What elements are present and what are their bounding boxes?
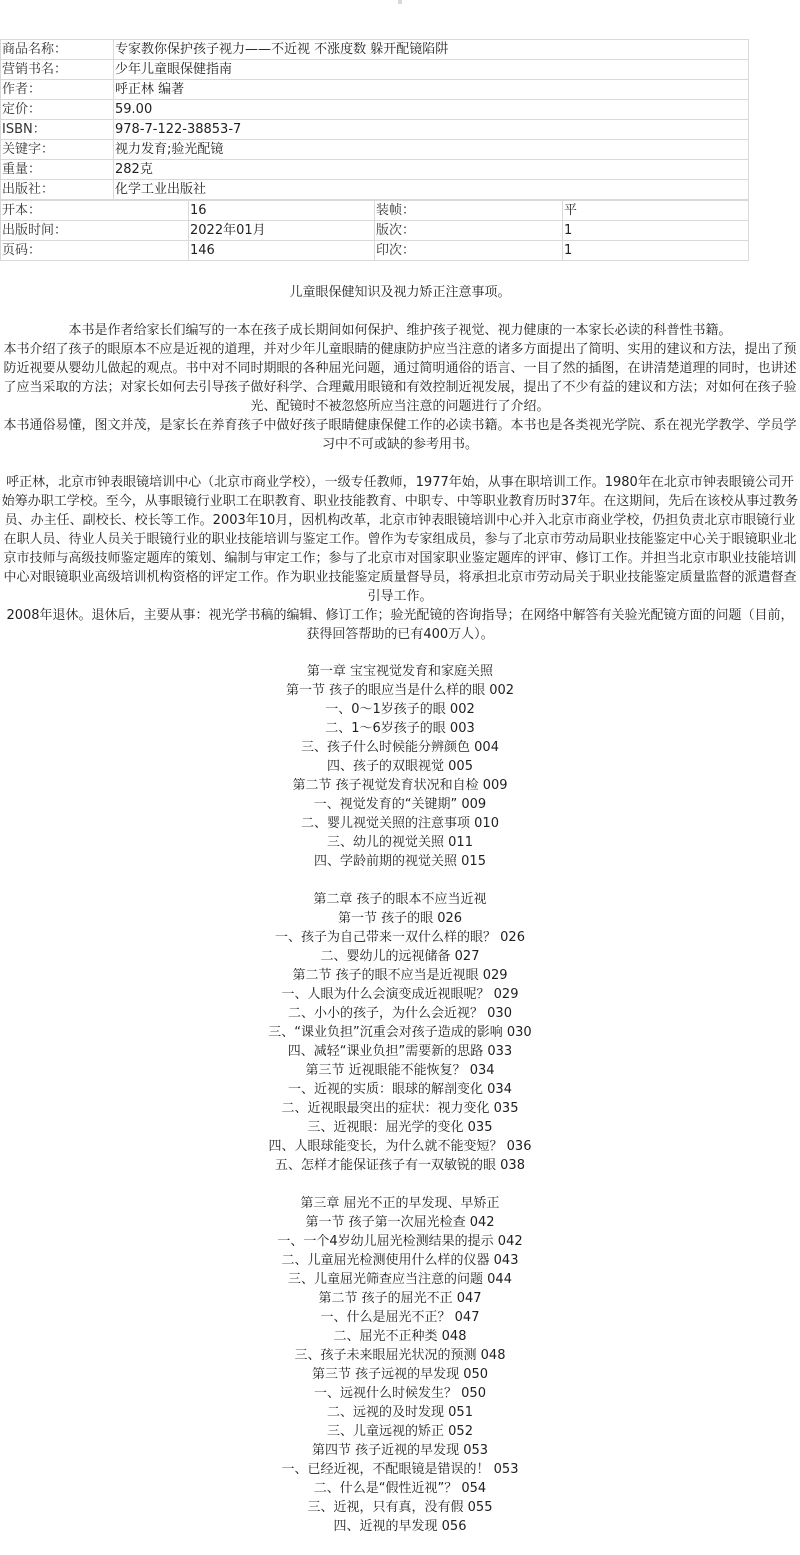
- toc-entry: 一、什么是屈光不正？ 047: [320, 1310, 480, 1325]
- toc-entry: 二、婴儿视觉关照的注意事项 010: [301, 816, 499, 831]
- toc-entry: 五、怎样才能保证孩子有一双敏锐的眼 038: [275, 1158, 525, 1173]
- author-paragraph: 2008年退休。退休后，主要从事：视光学书稿的编辑、修订工作；验光配镜的咨询指导；在网络中解答有关验光配镜方面的问题（目前，获得回答帮助的已有400万人）。: [6, 608, 794, 642]
- toc-entry: 第二节 孩子的屈光不正 047: [318, 1291, 482, 1306]
- info-value: 1: [563, 221, 749, 241]
- info-label: 商品名称：: [1, 40, 114, 60]
- toc-entry: 一、孩子为自己带来一双什么样的眼？ 026: [275, 930, 525, 945]
- info-value: 146: [189, 241, 375, 261]
- publish-info-row: [1, 241, 749, 261]
- toc-entry: 三、近视，只有真，没有假 055: [307, 1500, 493, 1515]
- toc-entry: 第二节 孩子视觉发育状况和自检 009: [292, 778, 508, 793]
- toc-entry: 三、近视眼：屈光学的变化 035: [307, 1120, 493, 1135]
- product-info-row: [1, 60, 749, 80]
- info-label: 营销书名：: [1, 60, 114, 80]
- toc-entry: 四、减轻“课业负担”需要新的思路 033: [287, 1044, 513, 1059]
- toc-entry: 第三节 孩子远视的早发现 050: [311, 1367, 489, 1382]
- product-info-row: [1, 80, 749, 100]
- info-value: 16: [189, 201, 375, 221]
- summary-heading-text: 儿童眼保健知识及视力矫正注意事项。: [289, 285, 511, 300]
- product-info-row: [1, 160, 749, 180]
- info-value: 少年儿童眼保健指南: [114, 60, 749, 80]
- intro-paragraph: 本书通俗易懂，图文并茂，是家长在养育孩子中做好孩子眼睛健康保健工作的必读书籍。本书也是各类视光学院、系在视光学教学、学员学习中不可或缺的参考用书。: [3, 418, 797, 452]
- info-label: ISBN：: [1, 120, 114, 140]
- author-bio: [0, 473, 800, 644]
- info-label: 出版社：: [1, 180, 114, 200]
- toc-entry: 一、近视的实质：眼球的解剖变化 034: [288, 1082, 512, 1097]
- info-value: 平: [563, 201, 749, 221]
- toc-entry: 三、儿童屈光筛查应当注意的问题 044: [288, 1272, 512, 1287]
- toc-entry: 四、人眼球能变长，为什么就不能变短？ 036: [268, 1139, 532, 1154]
- toc-entry: 三、“课业负担”沉重会对孩子造成的影响 030: [268, 1025, 532, 1040]
- toc-entry: 二、1～6岁孩子的眼 003: [325, 721, 475, 736]
- toc-entry: 二、小小的孩子，为什么会近视？ 030: [288, 1006, 512, 1021]
- summary-heading: [0, 283, 800, 302]
- toc-entry: 三、孩子未来眼屈光状况的预测 048: [294, 1348, 506, 1363]
- toc-entry: 一、人眼为什么会演变成近视眼呢？ 029: [281, 987, 519, 1002]
- author-paragraph: 呼正林，北京市钟表眼镜培训中心（北京市商业学校），一级专任教师，1977年始，从事在职培训工作。1980年在北京市钟表眼镜公司开始筹办职工学校。至今，从事眼镜行业职工在职教育、职业技能教育、中职专、中等职业教育历时37年。在这期间，先后在该校从事过教务员、办主任、副校长、校长等工作。2003年10月，因机构改革，北京市钟表眼镜培训中心并入北京市商业学校，仍担负责北京市眼镜行业在职人员、待业人员关于眼镜行业的职业技能培训与鉴定工作。曾作为专家组成员，参与了北京市劳动局职业技能鉴定中心关于眼镜职业北京市技师与高级技师鉴定题库的策划、编制与审定工作；参与了北京市对国家职业鉴定题库的评审、修订工作。并担当北京市职业技能培训中心对眼镜职业高级培训机构资格的评定工作。作为职业技能鉴定质量督导员，将承担北京市劳动局关于职业技能鉴定质量监督的派遣督查引导工作。: [1, 475, 799, 604]
- publish-info-row: [1, 221, 749, 241]
- top-marker: [398, 0, 402, 4]
- publish-info-row: [1, 201, 749, 221]
- info-value: 282克: [114, 160, 749, 180]
- info-value: 1: [563, 241, 749, 261]
- product-info-row: [1, 100, 749, 120]
- toc-entry: 二、什么是“假性近视”？ 054: [313, 1481, 487, 1496]
- info-value: 59.00: [114, 100, 749, 120]
- product-info-row: [1, 140, 749, 160]
- toc-entry: 四、孩子的双眼视觉 005: [327, 759, 473, 774]
- toc-entry: 第四节 孩子近视的早发现 053: [311, 1443, 489, 1458]
- product-info-row: [1, 40, 749, 60]
- info-label: 开本：: [1, 201, 189, 221]
- info-value: 化学工业出版社: [114, 180, 749, 200]
- publish-info-table: [0, 200, 749, 261]
- intro-paragraph: 本书是作者给家长们编写的一本在孩子成长期间如何保护、维护孩子视觉、视力健康的一本家长必读的科普性书籍。: [68, 323, 732, 338]
- info-label: 重量：: [1, 160, 114, 180]
- info-value: 呼正林 编著: [114, 80, 749, 100]
- toc-entry: 一、0～1岁孩子的眼 002: [325, 702, 475, 717]
- toc-entry: 二、近视眼最突出的症状：视力变化 035: [281, 1101, 519, 1116]
- toc-entry: 一、远视什么时候发生？ 050: [314, 1386, 486, 1401]
- toc-entry: 三、儿童远视的矫正 052: [327, 1424, 473, 1439]
- toc-chapter: [0, 662, 800, 871]
- info-value: 2022年01月: [189, 221, 375, 241]
- intro-paragraph: 本书介绍了孩子的眼原本不应是近视的道理，并对少年儿童眼睛的健康防护应当注意的诸多方面提出了简明、实用的建议和方法，提出了预防近视要从婴幼儿做起的观点。书中对不同时期眼的各种屈光问题，通过简明通俗的语言、一目了然的插图，在讲清楚道理的同时，也讲述了应当采取的方法；对家长如何去引导孩子做好科学、合理戴用眼镜和有效控制近视发展，提出了不少有益的建议和方法；对如何在孩子验光、配镜时不被忽悠所应当注意的问题进行了介绍。: [3, 342, 797, 414]
- product-info-row: [1, 120, 749, 140]
- table-of-contents: [0, 662, 800, 1555]
- info-label: 装帧：: [375, 201, 563, 221]
- toc-entry: 三、孩子什么时候能分辨颜色 004: [301, 740, 499, 755]
- info-label: 印次：: [375, 241, 563, 261]
- info-label: 版次：: [375, 221, 563, 241]
- info-label: 出版时间：: [1, 221, 189, 241]
- toc-chapter-title: 第三章 屈光不正的早发现、早矫正: [300, 1196, 500, 1211]
- toc-entry: 二、远视的及时发现 051: [327, 1405, 473, 1420]
- toc-entry: 二、儿童屈光检测使用什么样的仪器 043: [281, 1253, 519, 1268]
- toc-entry: 二、婴幼儿的远视储备 027: [320, 949, 480, 964]
- info-label: 关键字：: [1, 140, 114, 160]
- info-value: 专家教你保护孩子视力——不近视 不涨度数 躲开配镜陷阱: [114, 40, 749, 60]
- book-intro: [0, 321, 800, 454]
- product-info-row: [1, 180, 749, 200]
- info-value: 978-7-122-38853-7: [114, 120, 749, 140]
- toc-entry: 第三节 近视眼能不能恢复？ 034: [305, 1063, 495, 1078]
- toc-chapter-title: 第二章 孩子的眼本不应当近视: [313, 892, 487, 907]
- info-label: 作者：: [1, 80, 114, 100]
- toc-entry: 第一节 孩子的眼应当是什么样的眼 002: [285, 683, 515, 698]
- toc-entry: 一、一个4岁幼儿屈光检测结果的提示 042: [277, 1234, 523, 1249]
- product-info-table: [0, 39, 749, 200]
- toc-entry: 三、幼儿的视觉关照 011: [327, 835, 473, 850]
- toc-entry: 四、学龄前期的视觉关照 015: [314, 854, 486, 869]
- toc-entry: 第一节 孩子第一次屈光检查 042: [305, 1215, 495, 1230]
- toc-entry: 四、近视的早发现 056: [333, 1519, 467, 1534]
- toc-entry: 第一节 孩子的眼 026: [337, 911, 463, 926]
- toc-entry: 一、已经近视，不配眼镜是错误的！ 053: [281, 1462, 519, 1477]
- toc-entry: 一、视觉发育的“关键期” 009: [313, 797, 487, 812]
- info-label: 页码：: [1, 241, 189, 261]
- info-label: 定价：: [1, 100, 114, 120]
- info-value: 视力发育;验光配镜: [114, 140, 749, 160]
- toc-chapter: [0, 1194, 800, 1536]
- toc-entry: 二、屈光不正种类 048: [333, 1329, 467, 1344]
- toc-entry: 第二节 孩子的眼不应当是近视眼 029: [292, 968, 508, 983]
- toc-chapter-title: 第一章 宝宝视觉发育和家庭关照: [306, 664, 494, 679]
- toc-chapter: [0, 890, 800, 1175]
